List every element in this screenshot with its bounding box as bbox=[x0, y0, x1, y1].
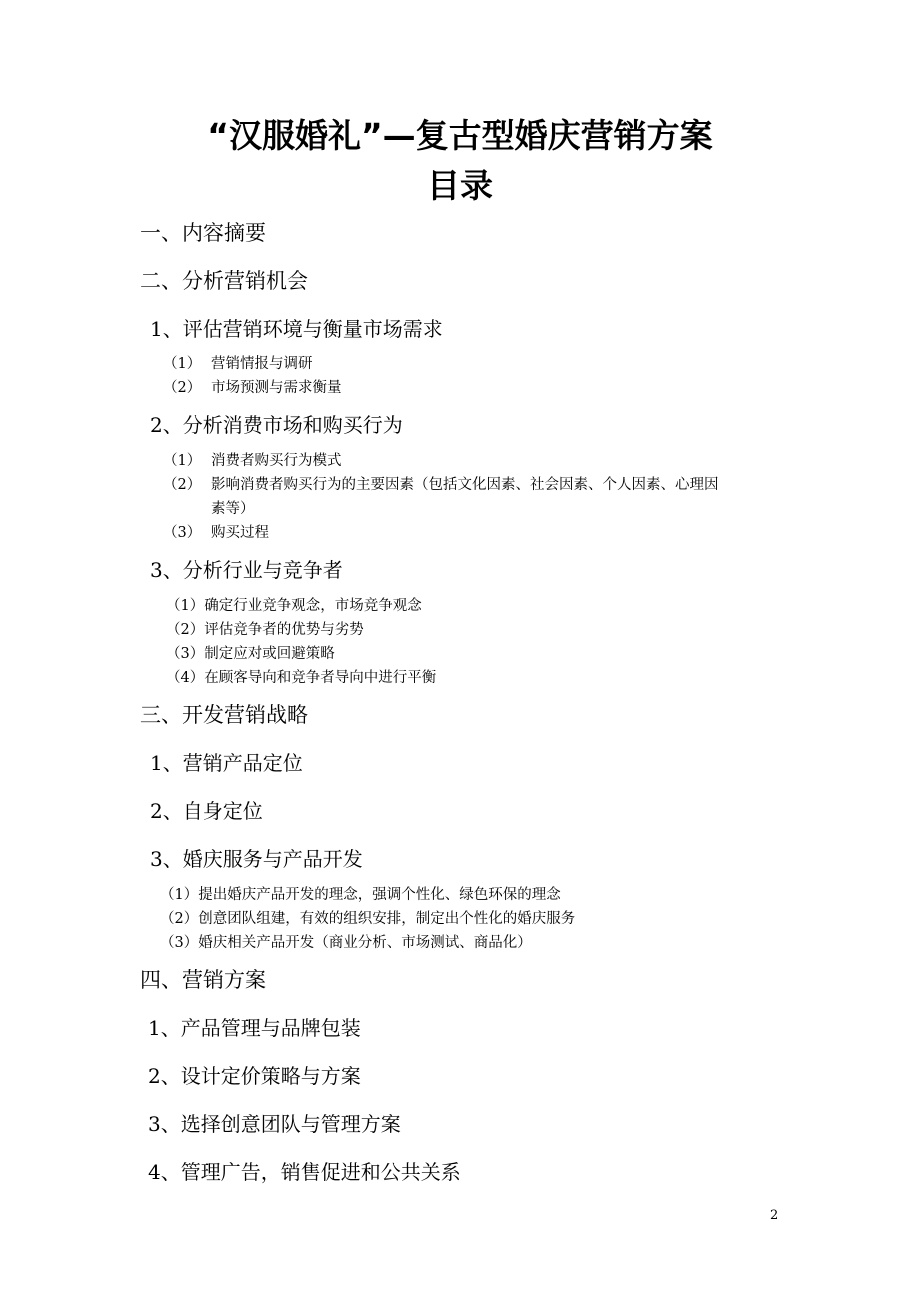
toc-subitem-number: （1） bbox=[163, 356, 202, 372]
toc-subitem-text: 市场预测与需求衡量 bbox=[211, 380, 342, 396]
toc-item-2-2: 2、分析消费市场和购买行为 bbox=[150, 413, 403, 437]
toc-subitem-2-3-4: （4）在顾客导向和竞争者导向中进行平衡 bbox=[166, 670, 437, 686]
toc-subitem-2-2-2-continued: 素等） bbox=[211, 501, 255, 517]
toc-subitem-text: 消费者购买行为模式 bbox=[211, 453, 342, 469]
toc-item-4-4: 4、管理广告，销售促进和公共关系 bbox=[148, 1160, 461, 1184]
toc-subitem-2-2-2 bbox=[163, 475, 719, 495]
toc-item-2-1: 1、评估营销环境与衡量市场需求 bbox=[150, 317, 443, 341]
toc-subitem-number: （3） bbox=[163, 525, 202, 541]
toc-subitem-text: 购买过程 bbox=[211, 525, 269, 541]
toc-subitem-3-3-3: （3）婚庆相关产品开发（商业分析、市场测试、商品化） bbox=[160, 935, 532, 951]
document-title: “汉服婚礼”—复古型婚庆营销方案 bbox=[207, 116, 713, 155]
toc-item-4-2: 2、设计定价策略与方案 bbox=[148, 1064, 361, 1088]
toc-subitem-2-3-1: （1）确定行业竞争观念，市场竞争观念 bbox=[166, 598, 422, 614]
toc-heading: 目录 bbox=[427, 166, 493, 205]
toc-item-2-3: 3、分析行业与竞争者 bbox=[150, 558, 343, 582]
toc-item-3-3: 3、婚庆服务与产品开发 bbox=[150, 847, 363, 871]
toc-section-1: 一、内容摘要 bbox=[140, 221, 266, 245]
toc-subitem-2-2-3 bbox=[163, 523, 269, 543]
toc-item-3-1: 1、营销产品定位 bbox=[150, 751, 303, 775]
toc-subitem-3-3-1: （1）提出婚庆产品开发的理念，强调个性化、绿色环保的理念 bbox=[160, 887, 561, 903]
toc-subitem-number: （1） bbox=[163, 453, 202, 469]
toc-section-2: 二、分析营销机会 bbox=[140, 269, 308, 293]
toc-subitem-2-2-1 bbox=[163, 451, 342, 471]
toc-section-3: 三、开发营销战略 bbox=[140, 703, 308, 727]
toc-subitem-text: 营销情报与调研 bbox=[211, 356, 313, 372]
toc-item-4-1: 1、产品管理与品牌包装 bbox=[148, 1016, 361, 1040]
toc-item-4-3: 3、选择创意团队与管理方案 bbox=[148, 1112, 401, 1136]
toc-subitem-number: （2） bbox=[163, 477, 202, 493]
page-number: 2 bbox=[770, 1208, 779, 1223]
toc-subitem-2-3-3: （3）制定应对或回避策略 bbox=[166, 646, 335, 662]
toc-subitem-3-3-2: （2）创意团队组建，有效的组织安排，制定出个性化的婚庆服务 bbox=[160, 911, 576, 927]
toc-subitem-2-1-2 bbox=[163, 378, 342, 398]
toc-subitem-number: （2） bbox=[163, 380, 202, 396]
toc-subitem-text: 影响消费者购买行为的主要因素（包括文化因素、社会因素、个人因素、心理因 bbox=[211, 477, 719, 493]
toc-subitem-2-3-2: （2）评估竞争者的优势与劣势 bbox=[166, 622, 364, 638]
toc-item-3-2: 2、自身定位 bbox=[150, 799, 263, 823]
toc-section-4: 四、营销方案 bbox=[140, 968, 266, 992]
toc-subitem-2-1-1 bbox=[163, 354, 313, 374]
